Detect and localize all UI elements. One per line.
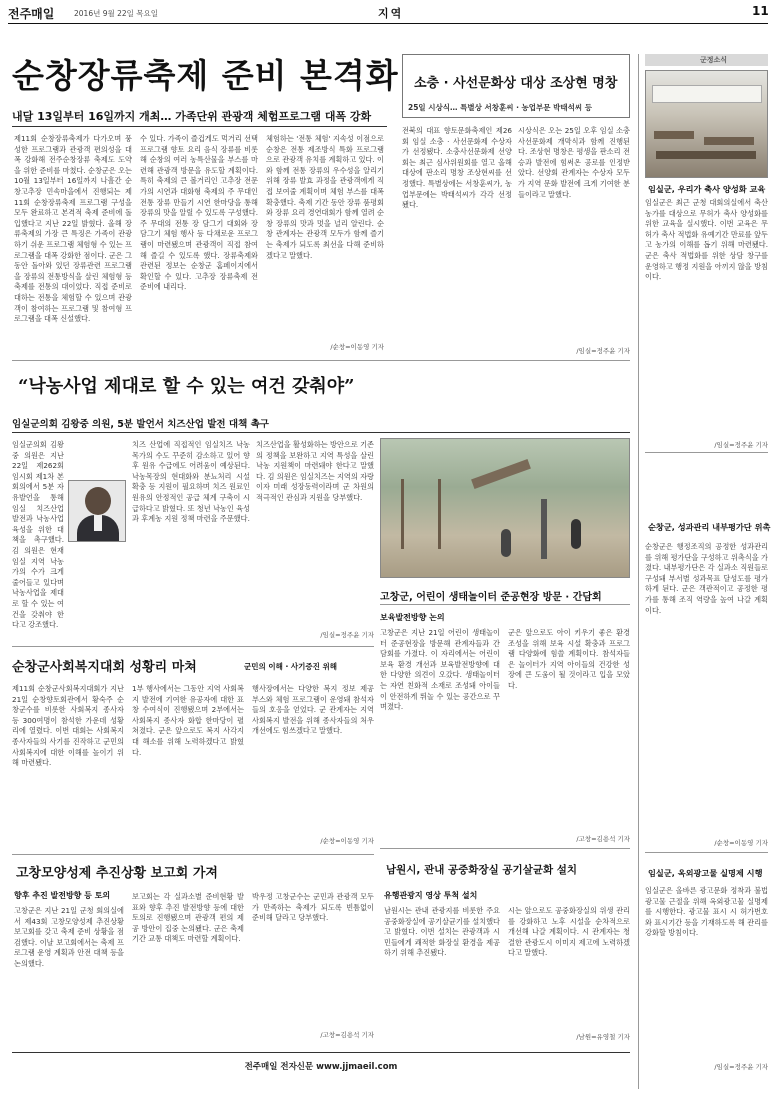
gochang-report-body-col3: 박우정 고창군수는 군민과 관광객 모두가 만족하는 축제가 되도록 빈틈없이 준비해 달라고 당부했다. — [252, 892, 374, 923]
welfare-body-col1: 제11회 순창군사회복지대회가 지난 21일 순창향토회관에서 황숙주 순창군수를 비롯한 사회복지 종사자 등 300여명이 참석한 가운데 성황리에 열렸다. 이번 대회는 사회복지 종사자들의 사기를 진작하고 군민의 사회복지에 대한 이해를 높이기 위해 마련됐다. — [12, 684, 124, 768]
sochang-body-col1: 전북의 대표 향토문화축제인 제26회 임실 소충 · 사선문화제 수상자가 선정됐다. 소충사선문화제 선양회는 최근 심사위원회를 열고 올해 대상에 판소리 명창 조상현씨를 선정했다. 특별상에는 서창훈씨가, 농업부문에는 박태석씨가 각각 선정됐다. — [402, 126, 512, 210]
playground-photo — [380, 438, 630, 578]
sidebar-label: 군정소식 — [700, 56, 728, 64]
sidebar-item-title: 임실군, 우리가 축사 양성화 교육 — [648, 184, 766, 194]
sidebar-item-text: 임실군은 최근 군청 대회의실에서 축산농가를 대상으로 무허가 축사 양성화를 위한 교육을 실시했다. 이번 교육은 무허가 축사 적법화 유예기간 만료를 앞두고 농가의 이해를 돕기 위해 마련됐다. 군은 축사 적법화를 위한 상담 창구를 운영하고 행정 지원을 아끼지 않을 방침이다. — [645, 198, 768, 282]
gochang-kids-body-col2: 군은 앞으로도 아이 키우기 좋은 환경 조성을 위해 보육 시설 확충과 프로그램 다양화에 힘쓸 계획이다. 참석자들은 놀이터가 지역 아이들의 건강한 성장에 큰 도움이 될 것이라고 입을 모았다. — [508, 628, 630, 690]
divider — [645, 452, 768, 453]
divider — [12, 854, 374, 855]
divider — [12, 126, 387, 127]
gochang-kids-subtitle: 보육발전방향 논의 — [380, 613, 445, 622]
welfare-body-col3: 행사장에서는 다양한 복지 정보 제공 부스와 체험 프로그램이 운영돼 참석자들의 호응을 얻었다. 군 관계자는 지역 사회복지 발전을 위해 종사자들의 처우 개선에도 힘쓰겠다고 말했다. — [252, 684, 374, 736]
sidebar-item-title: 순창군, 성과관리 내부평가단 위촉 — [648, 522, 771, 532]
namwon-subtitle: 유행관광지 영상 투척 설치 — [384, 891, 478, 900]
namwon-byline: /남원=유영철 기자 — [576, 1033, 630, 1041]
footer-rule — [12, 1052, 630, 1053]
divider — [380, 848, 630, 849]
section-title: 지역 — [378, 7, 404, 20]
gochang-report-body-col1: 고창군은 지난 21일 군청 회의실에서 제43회 고창모양성제 추진상황 보고회를 갖고 축제 준비 상황을 점검했다. 이날 보고회에서는 축제 프로그램 운영 계획과 안전 대책 등을 논의했다. — [14, 906, 124, 968]
divider — [12, 432, 630, 433]
sochang-subtitle: 25일 시상식… 특별상 서창훈씨 · 농업부문 박태석씨 등 — [408, 103, 592, 112]
lead-subhead: 내달 13일부터 16일까지 개최… 가족단위 관광객 체험프로그램 대폭 강화 — [12, 110, 372, 123]
welfare-body-col2: 1부 행사에서는 그동안 지역 사회복지 발전에 기여한 유공자에 대한 표창 수여식이 진행됐으며 2부에서는 사회복지 종사자 화합 한마당이 펼쳐졌다. 군은 앞으로도 복지 사각지대 해소를 위해 노력하겠다고 밝혔다. — [132, 684, 244, 757]
gochang-report-byline: /고창=김용석 기자 — [320, 1031, 374, 1039]
sidebar-item-byline: /순창=이동영 기자 — [714, 839, 768, 847]
sidebar-item-text: 임실군은 올바른 광고문화 정착과 불법 광고물 근절을 위해 옥외광고물 실명제를 시행한다. 광고물 표시 시 허가번호와 표시기간 등을 기재하도록 해 관리를 강화할 방침이다. — [645, 886, 768, 938]
divider — [380, 604, 630, 605]
quote-headline: “낙농사업 제대로 할 수 있는 여건 갖춰야” — [18, 376, 355, 397]
lead-body-col3: 체험하는 '전통 체험' 지속성 이점으로 순창은 전통 제조방식 특화 프로그램으로 관광객 유치를 계획하고 있다. 이와 함께 전통 장류의 우수성을 알리기 위해 장류 발효 과정을 관광객에게 직접 보여줄 계획이며 체험 부스를 대폭 확충했다. 축제 기간 동안 장류 품평회와 장류 요리 경연대회가 함께 열려 순창 장류의 맛과 멋을 널리 알린다. 순창 관계자는 관광객 모두가 함께 즐기는 축제가 되도록 최선을 다해 준비하겠다고 말했다. — [266, 134, 384, 260]
council-byline: /임실=정주윤 기자 — [320, 631, 374, 639]
council-body-col1: 임실군의회 김왕중 의원은 지난 22일 제262회 임시회 제1차 본회의에서 5분 자유발언을 통해 임실 치즈산업 발전과 낙농사업 육성을 위한 대책을 촉구했다. 김 의원은 현재 임실 지역 낙농가의 수가 크게 줄어들고 있다며 낙농사업을 제대로 할 수 있는 여건을 갖춰야 한다고 강조했다. — [12, 440, 64, 630]
lead-body-col2: 수 있다. 가족이 즐겁게도 먹거리 선택 프로그램 향토 요리 음식 장류를 비롯해 순창의 여러 농특산물을 부스를 마련해 관광객 방문을 유도할 계획이다. 특히 축제의 큰 볼거리인 고추장 전문가의 시연과 대화형 축제의 주 무대인 전통 장류 만들기 시연 한마당을 통해 장류의 맛을 알릴 수 있도록 구성했다. 주 무대의 전통 장 담그기 대회와 장 담그기 체험 행사 등 다채로운 프로그램이 마련됐으며 관광객이 직접 참여해 즐길 수 있도록 했다. 장류축제와 관련된 정보는 순창군 홈페이지에서 확인할 수 있다. 고추장 장류축제 전 준비에 내리다. — [140, 134, 258, 292]
council-portrait — [68, 480, 126, 542]
sochang-body-col2: 시상식은 오는 25일 오후 임실 소충사선문화제 개막식과 함께 진행된다. 조상현 명창은 평생을 판소리 전승과 발전에 힘써온 공로를 인정받았다. 선양회 관계자는 수상자 모두가 지역 문화 발전에 크게 기여한 분들이라고 말했다. — [518, 126, 630, 199]
gochang-kids-title: 고창군, 어린이 생태놀이터 준공현장 방문 · 간담회 — [380, 592, 602, 603]
welfare-title: 순창군사회복지대회 성황리 마쳐 — [12, 660, 197, 675]
welfare-subtitle: 군민의 이해 · 사기증진 위해 — [244, 662, 337, 671]
divider — [12, 360, 630, 361]
gochang-kids-byline: /고창=김용석 기자 — [576, 835, 630, 843]
sidebar-photo-classroom — [645, 70, 768, 178]
welfare-byline: /순창=이동영 기자 — [320, 837, 374, 845]
lead-headline: 순창장류축제 준비 본격화 — [12, 56, 399, 95]
sidebar-item-byline: /임실=정주윤 기자 — [714, 441, 768, 449]
namwon-body-col1: 남원시는 관내 관광지를 비롯한 주요 공중화장실에 공기살균기를 설치했다고 밝혔다. 이번 설치는 관광객과 시민들에게 쾌적한 화장실 환경을 제공하기 위해 추진됐다. — [384, 906, 500, 958]
gochang-report-body-col2: 보고회는 각 실과소별 준비현황 발표와 향후 추진 발전방향 등에 대한 토의로 진행됐으며 관광객 편의 제공 방안이 집중 논의됐다. 군은 축제 기간 교통 대책도 마련할 계획이다. — [132, 892, 244, 944]
footer-site: 전주매일 전자신문 www.jjmaeil.com — [244, 1062, 398, 1072]
namwon-body-col2: 시는 앞으로도 공중화장실의 위생 관리를 강화하고 노후 시설을 순차적으로 개선해 나갈 계획이다. 시 관계자는 청결한 관광도시 이미지 제고에 노력하겠다고 말했다. — [508, 906, 630, 958]
lead-byline: /순창=이동영 기자 — [330, 343, 384, 351]
gochang-report-title: 고창모양성제 추진상황 보고회 가져 — [16, 866, 218, 881]
sidebar-item-byline: /임실=정주윤 기자 — [714, 1063, 768, 1071]
council-body-col2: 치즈 산업에 직접적인 임실치즈 낙농목가의 수도 꾸준히 감소하고 있어 향후 원유 수급에도 어려움이 예상된다. 낙농목장의 현대화와 분뇨처리 시설 확충 등 지원이 필요하며 치즈 원료인 원유의 안정적인 공급 체계 구축이 시급하다고 밝혔다. 또 청년 낙농인 육성과 후계농 지원 정책 마련을 주문했다. — [132, 440, 250, 524]
gochang-kids-body-col1: 고창군은 지난 21일 어린이 생태놀이터 준공현장을 방문해 관계자들과 간담회를 가졌다. 이 자리에서는 어린이 보육 환경 개선과 보육발전방향에 대한 다양한 의견이 오갔다. 생태놀이터는 자연 친화적 소재로 조성돼 아이들이 안전하게 뛰놀 수 있는 공간으로 꾸며졌다. — [380, 628, 500, 712]
council-title: 임실군의회 김왕중 의원, 5분 발언서 치즈산업 발전 대책 촉구 — [12, 419, 269, 430]
lead-body-col1: 제11회 순창장류축제가 다가오며 풍성한 프로그램과 관광객 편의성을 대폭 강화해 전주순창장류 축제도 도약을 위한 준비를 마쳤다. 순창군은 오는 10월 13일부터 16일까지 나흘간 순창고추장 민속마을에서 진행되는 제11회 순창장류축제 프로그램 구성을 모두 완료하고 본격적 축제 준비에 돌입했다고 지난 22일 밝혔다. 올해 장류축제의 가장 큰 특징은 가족이 관광하기 쉬운 프로그램 체험형 수 있는 프로그램을 대폭 강화한 점이다. 군은 그동안 돌아와 있던 장류관련 프로그램을 장류의 전통방식을 살린 체험형 등 축제를 전통의 대이었다. 직접 준비로 대하는 전통을 체험할 수 있으며 관광객이 참여하는 프로그램 및 참여형 프로그램을 대폭 신설했다. — [14, 134, 132, 324]
sidebar-item-text: 순창군은 행정조직의 공정한 성과관리를 위해 평가단을 구성하고 위촉식을 가졌다. 내부평가단은 각 실과소 직원들로 구성돼 부서별 성과목표 달성도를 평가하게 된다. 군은 객관적이고 공정한 평가를 통해 조직 역량을 높여 나갈 계획이다. — [645, 542, 768, 615]
divider — [12, 646, 374, 647]
sochang-title: 소충 · 사선문화상 대상 조상현 명창 — [414, 76, 618, 91]
divider — [645, 852, 768, 853]
brand-logo: 전주매일 — [8, 7, 55, 21]
issue-date: 2016년 9월 22일 목요일 — [74, 9, 159, 18]
council-body-col3: 치즈산업을 활성화하는 방안으로 기존의 정책을 보완하고 지역 특성을 살린 낙농 지원책이 마련돼야 한다고 말했다. 김 의원은 임실치즈는 지역의 자랑이자 미래 성장동력이라며 군 차원의 적극적인 관심과 지원을 당부했다. — [256, 440, 374, 502]
page-number: 11 — [752, 4, 769, 18]
gochang-report-subtitle: 향후 추진 발전방향 등 토의 — [14, 891, 111, 900]
sidebar-item-title: 임실군, 옥외광고물 실명제 시행 — [648, 868, 763, 878]
sidebar-divider — [638, 54, 639, 1089]
namwon-title: 남원시, 관내 공중화장실 공기살균화 설치 — [386, 864, 578, 876]
sochang-byline: /임실=정주윤 기자 — [576, 347, 630, 355]
